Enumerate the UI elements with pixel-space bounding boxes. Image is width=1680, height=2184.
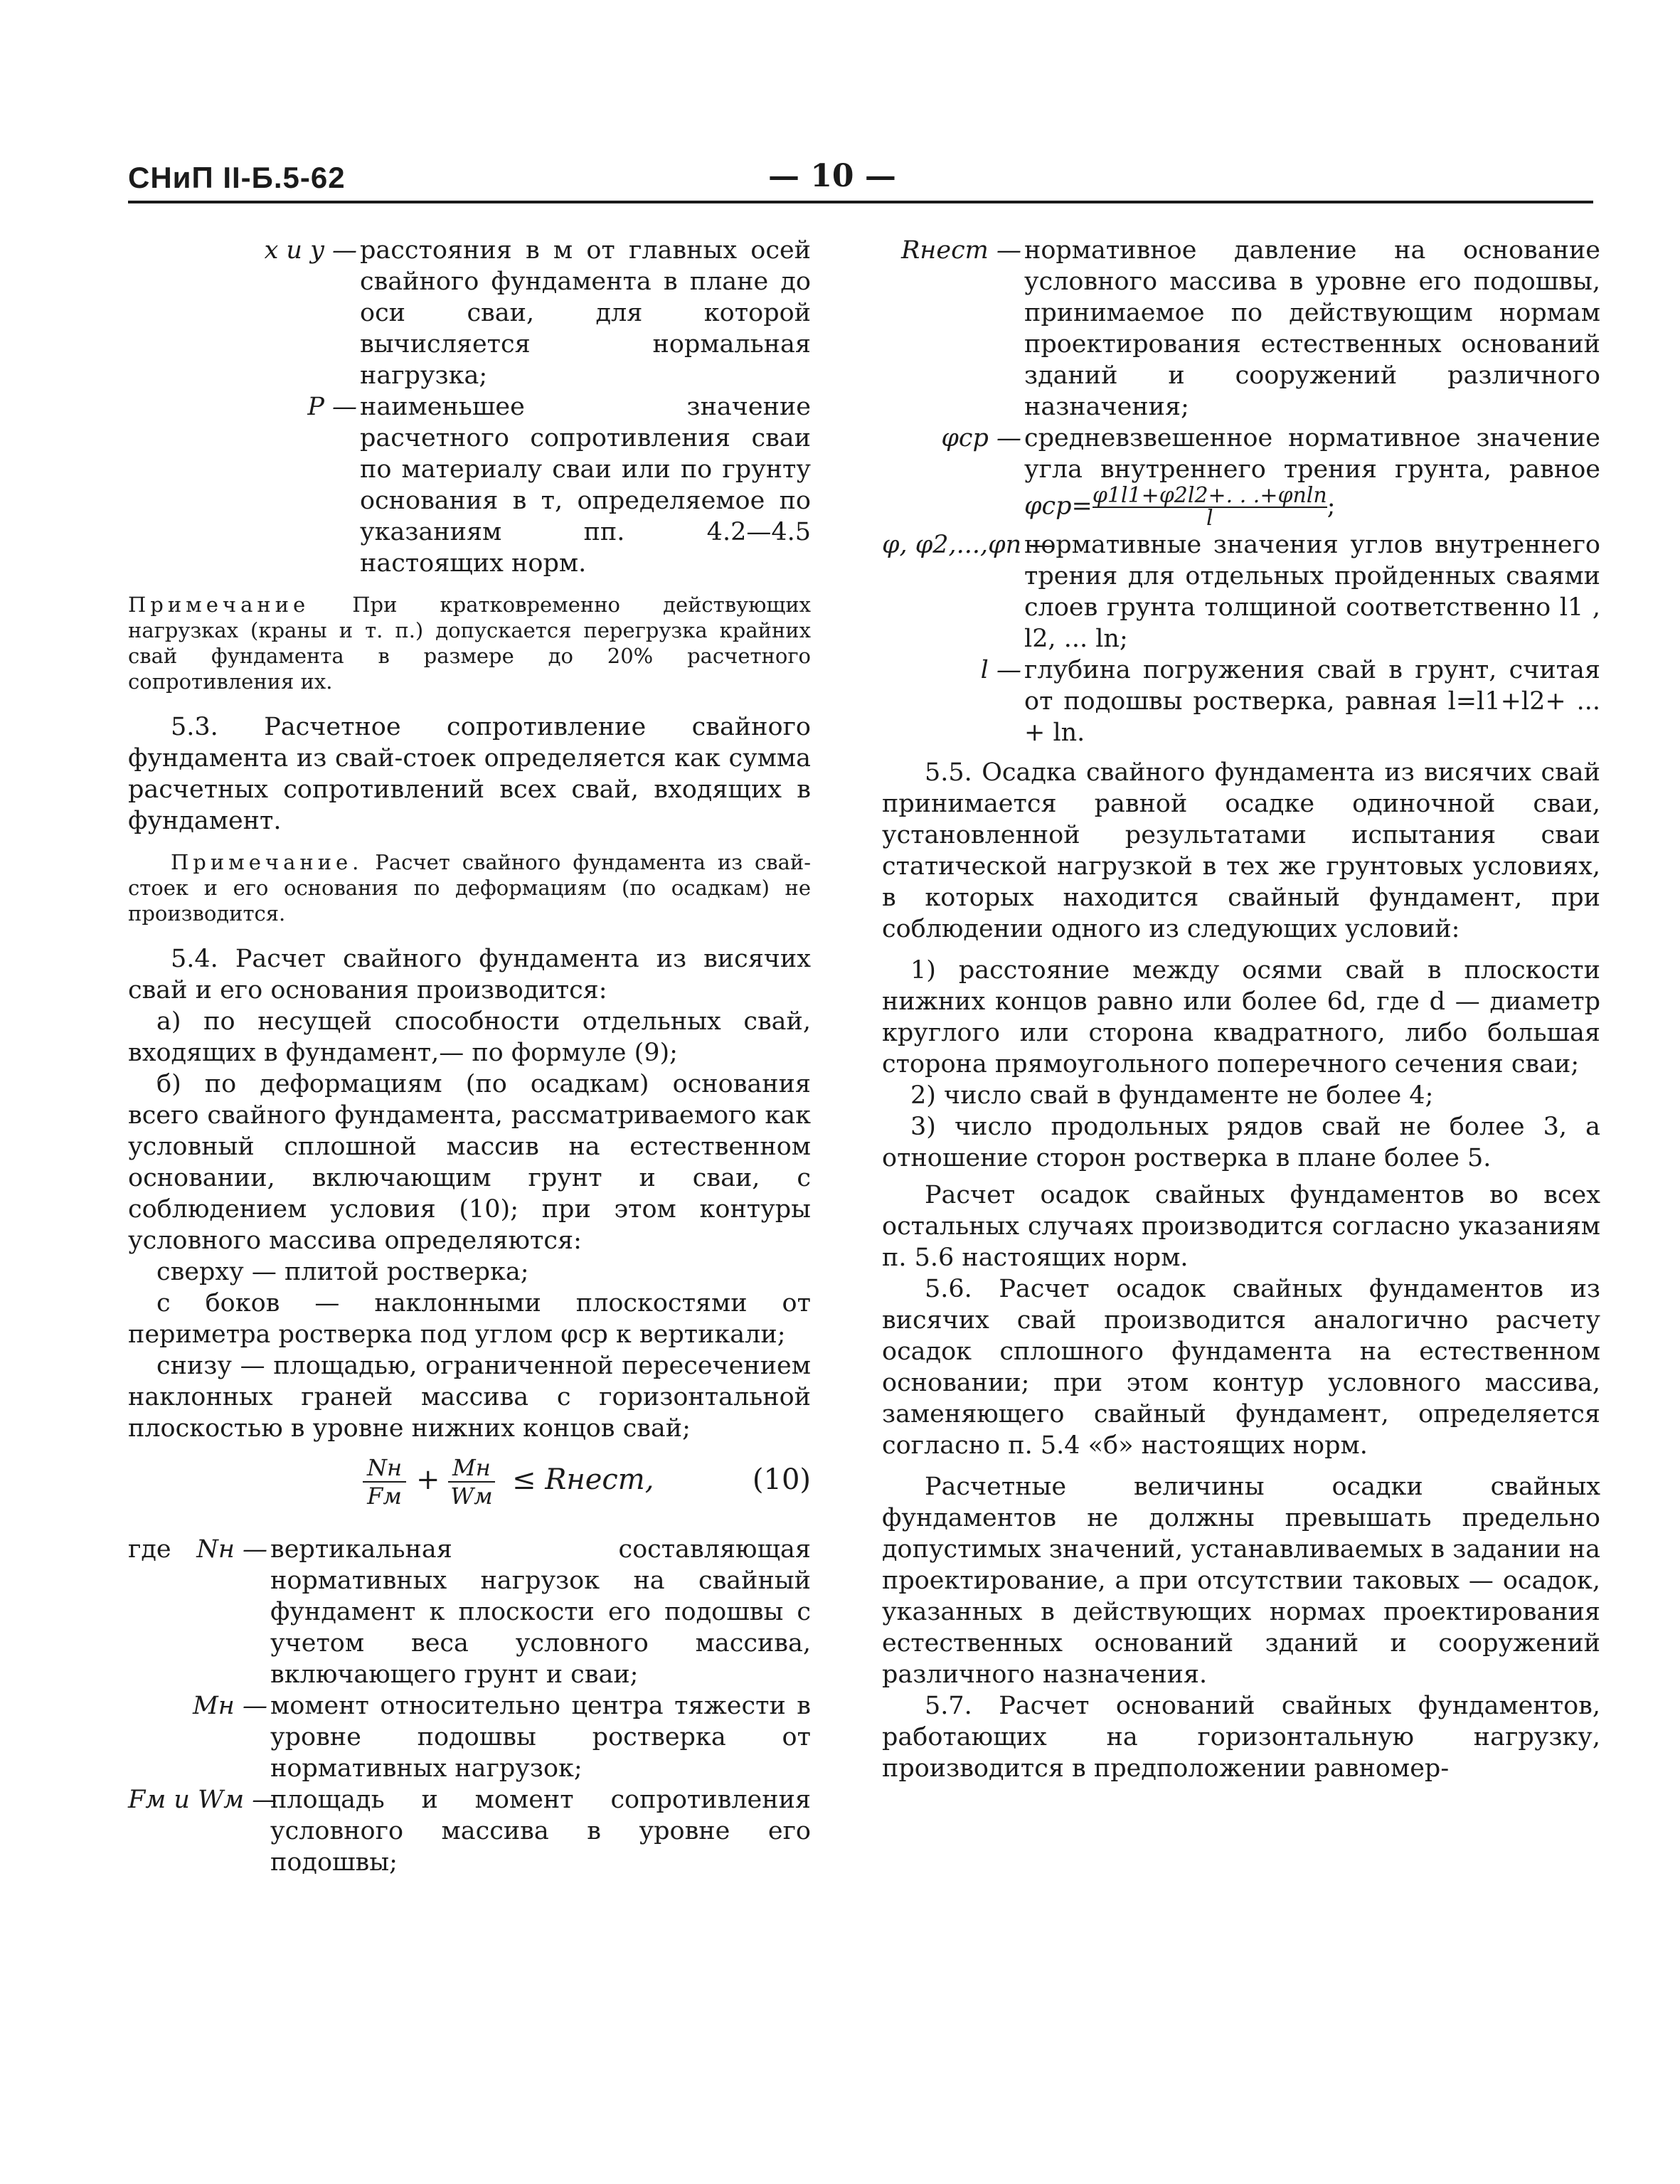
note-text: Расчет свайного фундамента из свай-стоек и его основания по деформациям (по осадкам) не производится. (128, 850, 811, 926)
paragraph-5-3 (128, 711, 811, 837)
numerator: Nн (363, 1454, 406, 1483)
paragraph-number: 5.7. (925, 1692, 972, 1720)
header-rule (128, 201, 1593, 203)
definition-term: l — (980, 656, 1021, 684)
definition-term: Mн — (192, 1692, 267, 1720)
paragraph-text: Расчетное сопротивление свайного фундамента из свай-стоек определяется как сумма расчетных сопротивлений всех свай, входящих в фундамент. (128, 713, 811, 835)
note-overload (128, 592, 811, 694)
paragraph-5-6-b: Расчетные величины осадки свайных фундаментов не должны превышать предельно допустимых значений, устанавливаемых в задании на проектирование, а при отсутствии таковых — осадок, указанных в действующих нормах проектирования естественных оснований зданий и сооружений различного назначения. (882, 1473, 1600, 1689)
paragraph-5-7 (882, 1690, 1600, 1784)
definitions-right (882, 235, 1600, 748)
definitions-bottom-grid (128, 1534, 811, 1878)
document-code: СНиП II-Б.5-62 (128, 161, 346, 194)
definition-text-phi (1024, 423, 1600, 529)
denominator: l (1206, 506, 1213, 531)
note-label: Примечание (128, 593, 310, 617)
paragraph-5-4 (128, 943, 811, 1006)
condition-3: 3) число продольных рядов свай не более 3, а отношение сторон ростверка в плане более 5. (882, 1113, 1600, 1172)
contour-bottom: снизу — площадью, ограниченной пересечением наклонных граней массива с горизонтальной плоскостью в уровне нижних концов свай; (128, 1352, 811, 1443)
definition-term: P — (307, 393, 357, 421)
page-number: — 10 — (768, 158, 896, 194)
definition-term: φср — (941, 424, 1021, 452)
where-label: где (128, 1535, 171, 1564)
definition-term: x и y — (264, 236, 357, 265)
paragraph-number: 5.6. (925, 1275, 972, 1303)
paragraph-text: Расчет свайного фундамента из висячих свай и его основания производится: (128, 945, 811, 1004)
definition-text: нормативное давление на основание условного массива в уровне его подошвы, принимаемое по действующим нормам проектирования естественных оснований зданий и сооружений различного назначения; (1024, 236, 1600, 421)
numerator: Mн (448, 1454, 495, 1483)
left-column (128, 235, 811, 1878)
paragraph-5-5 (882, 757, 1600, 945)
definition-text: вертикальная составляющая нормативных нагрузок на свайный фундамент к плоскости его подошвы с учетом веса условного массива, включающего грунт и сваи; (270, 1535, 811, 1689)
plus-sign: + (416, 1463, 440, 1496)
definition-term-row (128, 1534, 270, 1690)
fraction-n-f (363, 1454, 406, 1510)
formula-10 (128, 1448, 811, 1527)
fraction-m-w (448, 1454, 495, 1510)
definition-text: площадь и момент сопротивления условного массива в уровне его подошвы; (270, 1786, 811, 1877)
list-item-b: б) по деформациям (по осадкам) основания всего свайного фундамента, рассматриваемого как условный сплошной массив на естественном основании, включающим грунт и сваи, с соблюдением условия (10); при этом контуры условного массива определяются: (128, 1070, 811, 1255)
contour-top: сверху — плитой ростверка; (156, 1258, 529, 1286)
paragraph-number: 5.5. (925, 758, 972, 787)
note-text: При кратковременно действующих нагрузках (краны и т. п.) допускается перегрузка крайних свай фундамента в размере до 20% расчетного сопротивления их. (128, 593, 811, 694)
contour-side: с боков — наклонными плоскостями от периметра ростверка под углом φср к вертикали; (128, 1289, 811, 1349)
condition-1: 1) расстояние между осями свай в плоскости нижних концов равно или более 6d, где d — диаметр круглого или сторона квадратного, либо большая сторона прямоугольного поперечного сечения сваи; (882, 956, 1600, 1078)
definition-text: средневзвешенное нормативное значение угла внутреннего трения грунта, равное (1024, 424, 1600, 484)
definition-text: нормативные значения углов внутреннего трения для отдельных пройденных сваями слоев грунта толщиной соответственно l1 , l2, ... ln; (1024, 531, 1600, 653)
definition-text: момент относительно центра тяжести в уровне подошвы ростверка от нормативных нагрузок; (270, 1692, 811, 1783)
note-label: Примечание. (171, 850, 363, 874)
definition-term: Fм и Wм — (128, 1786, 277, 1814)
phi-formula-lhs: φср= (1024, 492, 1092, 521)
definitions-top (128, 235, 811, 579)
definition-term: Nн — (196, 1535, 267, 1564)
definition-text: глубина погружения свай в грунт, считая от подошвы ростверка, равная l=l1+l2+ ... + ln. (1024, 656, 1600, 747)
definition-text: расстояния в м от главных осей свайного фундамента в плане до оси сваи, для которой вычисляется нормальная нагрузка; (360, 236, 811, 390)
list-item-a: а) по несущей способности отдельных свай, входящих в фундамент,— по формуле (9); (128, 1007, 811, 1067)
definition-term: Rнест — (900, 236, 1021, 265)
paragraph-text: Расчет осадок свайных фундаментов из висячих свай производится аналогично расчету осадок сплошного фундамента на естественном основании; при этом контур условного массива, заменяющего свайный фундамент, определяется согласно п. 5.4 «б» настоящих норм. (882, 1275, 1600, 1460)
paragraph-text: Осадка свайного фундамента из висячих свай принимается равной осадке одиночной сваи, установленной результатами испытания сваи статической нагрузкой в тех же грунтовых условиях, в которых находится свайный фундамент, при соблюдении одного из следующих условий: (882, 758, 1600, 943)
definition-text: наименьшее значение расчетного сопротивления сваи по материалу сваи или по грунту основания в т, определяемое по указаниям пп. 4.2—4.5 настоящих норм. (360, 393, 811, 578)
note-end-bearing (128, 849, 811, 926)
denominator: Wм (450, 1483, 493, 1510)
paragraph-number: 5.4. (171, 945, 218, 973)
formula-number: (10) (752, 1463, 811, 1496)
right-column (882, 235, 1600, 1784)
definition-term: φ, φ2,...,φn — (882, 531, 1055, 559)
phi-formula-end: ; (1327, 492, 1336, 521)
numerator: φ1l1+φ2l2+. . .+φnln (1092, 483, 1327, 508)
paragraph-5-6 (882, 1273, 1600, 1461)
phi-fraction (1092, 485, 1327, 529)
paragraph-text: Расчет оснований свайных фундаментов, работающих на горизонтальную нагрузку, производится в предположении равномер- (882, 1692, 1600, 1783)
paragraph-number: 5.3. (171, 713, 218, 741)
paragraph-5-5-end: Расчет осадок свайных фундаментов во всех остальных случаях производится согласно указаниям п. 5.6 настоящих норм. (882, 1181, 1600, 1272)
denominator: Fм (367, 1483, 402, 1510)
condition-2: 2) число свай в фундаменте не более 4; (910, 1081, 1434, 1110)
formula-rhs: ≤ Rнест, (512, 1463, 654, 1496)
